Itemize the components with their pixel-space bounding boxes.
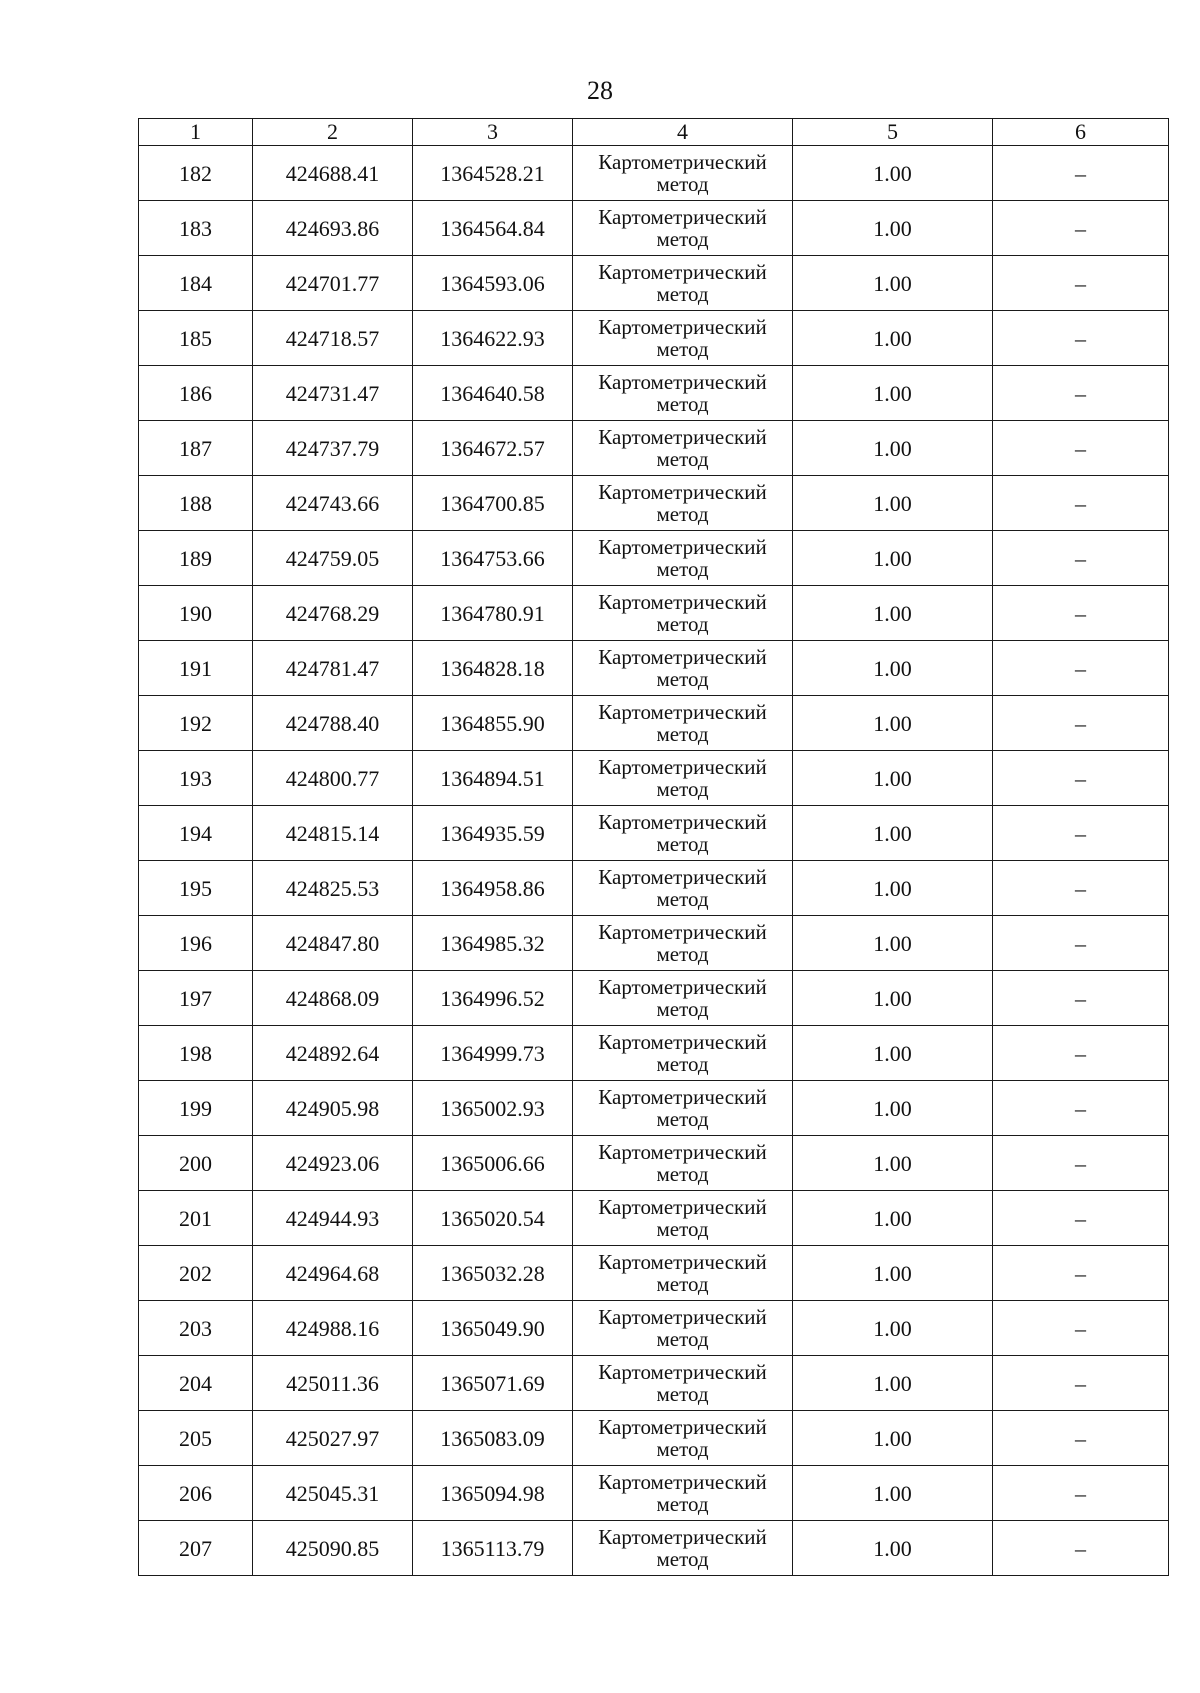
- y-coordinate-cell: 1365083.09: [413, 1411, 573, 1466]
- table-row: [139, 751, 1169, 806]
- table-row: [139, 696, 1169, 751]
- x-coordinate-cell: 424892.64: [253, 1026, 413, 1081]
- accuracy-cell: 1.00: [793, 1136, 993, 1191]
- accuracy-cell: 1.00: [793, 311, 993, 366]
- point-number-cell: 182: [139, 146, 253, 201]
- method-cell: [573, 806, 793, 861]
- point-number-cell: 193: [139, 751, 253, 806]
- y-coordinate-cell: 1365049.90: [413, 1301, 573, 1356]
- method-line-1: Картометрический: [598, 920, 767, 944]
- method-cell: [573, 311, 793, 366]
- note-cell: –: [993, 1466, 1169, 1521]
- method-line-1: Картометрический: [598, 370, 767, 394]
- accuracy-cell: 1.00: [793, 476, 993, 531]
- accuracy-cell: 1.00: [793, 1081, 993, 1136]
- method-line-1: Картометрический: [598, 1415, 767, 1439]
- y-coordinate-cell: 1364700.85: [413, 476, 573, 531]
- accuracy-cell: 1.00: [793, 806, 993, 861]
- accuracy-cell: 1.00: [793, 696, 993, 751]
- method-line-2: метод: [656, 612, 709, 636]
- point-number-cell: 198: [139, 1026, 253, 1081]
- header-col-2: 2: [253, 119, 413, 146]
- accuracy-cell: 1.00: [793, 366, 993, 421]
- note-cell: –: [993, 1026, 1169, 1081]
- method-cell: [573, 696, 793, 751]
- method-line-2: метод: [656, 832, 709, 856]
- method-line-1: Картометрический: [598, 205, 767, 229]
- method-line-1: Картометрический: [598, 425, 767, 449]
- note-cell: –: [993, 1411, 1169, 1466]
- table-row: [139, 971, 1169, 1026]
- note-cell: –: [993, 641, 1169, 696]
- header-col-3: 3: [413, 119, 573, 146]
- table-row: [139, 146, 1169, 201]
- table-row: [139, 201, 1169, 256]
- note-cell: –: [993, 806, 1169, 861]
- x-coordinate-cell: 424815.14: [253, 806, 413, 861]
- method-line-2: метод: [656, 447, 709, 471]
- y-coordinate-cell: 1365006.66: [413, 1136, 573, 1191]
- method-line-1: Картометрический: [598, 480, 767, 504]
- y-coordinate-cell: 1364753.66: [413, 531, 573, 586]
- y-coordinate-cell: 1365002.93: [413, 1081, 573, 1136]
- method-line-2: метод: [656, 722, 709, 746]
- method-line-2: метод: [656, 502, 709, 526]
- x-coordinate-cell: 424688.41: [253, 146, 413, 201]
- accuracy-cell: 1.00: [793, 861, 993, 916]
- method-cell: [573, 1411, 793, 1466]
- accuracy-cell: 1.00: [793, 201, 993, 256]
- note-cell: –: [993, 586, 1169, 641]
- note-cell: –: [993, 1081, 1169, 1136]
- method-line-2: метод: [656, 887, 709, 911]
- method-line-1: Картометрический: [598, 315, 767, 339]
- y-coordinate-cell: 1364985.32: [413, 916, 573, 971]
- y-coordinate-cell: 1364564.84: [413, 201, 573, 256]
- method-line-1: Картометрический: [598, 535, 767, 559]
- method-line-2: метод: [656, 667, 709, 691]
- note-cell: –: [993, 861, 1169, 916]
- accuracy-cell: 1.00: [793, 1411, 993, 1466]
- method-line-2: метод: [656, 337, 709, 361]
- y-coordinate-cell: 1365071.69: [413, 1356, 573, 1411]
- method-cell: [573, 1026, 793, 1081]
- method-line-2: метод: [656, 392, 709, 416]
- header-col-4: 4: [573, 119, 793, 146]
- y-coordinate-cell: 1364672.57: [413, 421, 573, 476]
- table-row: [139, 1356, 1169, 1411]
- y-coordinate-cell: 1364894.51: [413, 751, 573, 806]
- accuracy-cell: 1.00: [793, 1521, 993, 1576]
- method-cell: [573, 1521, 793, 1576]
- y-coordinate-cell: 1364622.93: [413, 311, 573, 366]
- y-coordinate-cell: 1365113.79: [413, 1521, 573, 1576]
- table-row: [139, 256, 1169, 311]
- method-cell: [573, 641, 793, 696]
- y-coordinate-cell: 1365020.54: [413, 1191, 573, 1246]
- method-cell: [573, 531, 793, 586]
- accuracy-cell: 1.00: [793, 586, 993, 641]
- method-line-2: метод: [656, 1437, 709, 1461]
- note-cell: –: [993, 201, 1169, 256]
- method-cell: [573, 1136, 793, 1191]
- accuracy-cell: 1.00: [793, 1191, 993, 1246]
- method-line-2: метод: [656, 1492, 709, 1516]
- method-line-2: метод: [656, 1217, 709, 1241]
- y-coordinate-cell: 1364828.18: [413, 641, 573, 696]
- note-cell: –: [993, 146, 1169, 201]
- method-line-1: Картометрический: [598, 590, 767, 614]
- y-coordinate-cell: 1365032.28: [413, 1246, 573, 1301]
- method-line-1: Картометрический: [598, 1085, 767, 1109]
- point-number-cell: 189: [139, 531, 253, 586]
- method-line-2: метод: [656, 1547, 709, 1571]
- method-line-2: метод: [656, 997, 709, 1021]
- point-number-cell: 194: [139, 806, 253, 861]
- y-coordinate-cell: 1364528.21: [413, 146, 573, 201]
- table-row: [139, 1081, 1169, 1136]
- accuracy-cell: 1.00: [793, 1301, 993, 1356]
- method-line-2: метод: [656, 1162, 709, 1186]
- method-line-1: Картометрический: [598, 700, 767, 724]
- header-row: [139, 119, 1169, 146]
- method-cell: [573, 201, 793, 256]
- method-line-1: Картометрический: [598, 1250, 767, 1274]
- table-row: [139, 806, 1169, 861]
- method-line-2: метод: [656, 1382, 709, 1406]
- method-line-2: метод: [656, 942, 709, 966]
- point-number-cell: 206: [139, 1466, 253, 1521]
- note-cell: –: [993, 1356, 1169, 1411]
- method-line-1: Картометрический: [598, 975, 767, 999]
- method-cell: [573, 586, 793, 641]
- point-number-cell: 207: [139, 1521, 253, 1576]
- note-cell: –: [993, 696, 1169, 751]
- accuracy-cell: 1.00: [793, 1026, 993, 1081]
- method-cell: [573, 1356, 793, 1411]
- x-coordinate-cell: 425027.97: [253, 1411, 413, 1466]
- y-coordinate-cell: 1364999.73: [413, 1026, 573, 1081]
- note-cell: –: [993, 1301, 1169, 1356]
- table-header: [139, 119, 1169, 146]
- table-row: [139, 861, 1169, 916]
- table-row: [139, 1301, 1169, 1356]
- x-coordinate-cell: 425045.31: [253, 1466, 413, 1521]
- page-number: 28: [587, 76, 613, 105]
- table-row: [139, 641, 1169, 696]
- method-line-1: Картометрический: [598, 645, 767, 669]
- x-coordinate-cell: 424964.68: [253, 1246, 413, 1301]
- method-line-1: Картометрический: [598, 1360, 767, 1384]
- method-line-2: метод: [656, 1052, 709, 1076]
- point-number-cell: 185: [139, 311, 253, 366]
- table-row: [139, 1466, 1169, 1521]
- accuracy-cell: 1.00: [793, 751, 993, 806]
- point-number-cell: 196: [139, 916, 253, 971]
- method-cell: [573, 421, 793, 476]
- point-number-cell: 202: [139, 1246, 253, 1301]
- x-coordinate-cell: 425011.36: [253, 1356, 413, 1411]
- table-row: [139, 531, 1169, 586]
- note-cell: –: [993, 311, 1169, 366]
- method-cell: [573, 861, 793, 916]
- method-line-2: метод: [656, 1107, 709, 1131]
- x-coordinate-cell: 424701.77: [253, 256, 413, 311]
- point-number-cell: 186: [139, 366, 253, 421]
- table-row: [139, 1411, 1169, 1466]
- method-cell: [573, 476, 793, 531]
- table-row: [139, 366, 1169, 421]
- method-line-1: Картометрический: [598, 865, 767, 889]
- accuracy-cell: 1.00: [793, 916, 993, 971]
- point-number-cell: 184: [139, 256, 253, 311]
- y-coordinate-cell: 1364593.06: [413, 256, 573, 311]
- point-number-cell: 200: [139, 1136, 253, 1191]
- note-cell: –: [993, 971, 1169, 1026]
- accuracy-cell: 1.00: [793, 641, 993, 696]
- accuracy-cell: 1.00: [793, 1356, 993, 1411]
- point-number-cell: 188: [139, 476, 253, 531]
- table-row: [139, 311, 1169, 366]
- accuracy-cell: 1.00: [793, 971, 993, 1026]
- method-line-2: метод: [656, 227, 709, 251]
- point-number-cell: 183: [139, 201, 253, 256]
- y-coordinate-cell: 1364996.52: [413, 971, 573, 1026]
- x-coordinate-cell: 424743.66: [253, 476, 413, 531]
- x-coordinate-cell: 424768.29: [253, 586, 413, 641]
- y-coordinate-cell: 1364780.91: [413, 586, 573, 641]
- table-row: [139, 1521, 1169, 1576]
- note-cell: –: [993, 1136, 1169, 1191]
- method-line-2: метод: [656, 172, 709, 196]
- accuracy-cell: 1.00: [793, 1466, 993, 1521]
- x-coordinate-cell: 424868.09: [253, 971, 413, 1026]
- method-line-2: метод: [656, 1272, 709, 1296]
- method-line-1: Картометрический: [598, 1195, 767, 1219]
- method-cell: [573, 1081, 793, 1136]
- x-coordinate-cell: 424923.06: [253, 1136, 413, 1191]
- point-number-cell: 204: [139, 1356, 253, 1411]
- method-cell: [573, 146, 793, 201]
- coordinates-table: [138, 118, 1169, 1576]
- x-coordinate-cell: 424731.47: [253, 366, 413, 421]
- x-coordinate-cell: 425090.85: [253, 1521, 413, 1576]
- table-row: [139, 476, 1169, 531]
- accuracy-cell: 1.00: [793, 531, 993, 586]
- note-cell: –: [993, 531, 1169, 586]
- method-cell: [573, 366, 793, 421]
- point-number-cell: 187: [139, 421, 253, 476]
- x-coordinate-cell: 424759.05: [253, 531, 413, 586]
- note-cell: –: [993, 476, 1169, 531]
- method-line-1: Картометрический: [598, 1305, 767, 1329]
- method-cell: [573, 916, 793, 971]
- point-number-cell: 195: [139, 861, 253, 916]
- method-line-1: Картометрический: [598, 1140, 767, 1164]
- method-cell: [573, 256, 793, 311]
- point-number-cell: 203: [139, 1301, 253, 1356]
- method-cell: [573, 971, 793, 1026]
- table-row: [139, 1191, 1169, 1246]
- y-coordinate-cell: 1364935.59: [413, 806, 573, 861]
- table-body: [139, 146, 1169, 1576]
- y-coordinate-cell: 1364958.86: [413, 861, 573, 916]
- method-line-1: Картометрический: [598, 150, 767, 174]
- point-number-cell: 199: [139, 1081, 253, 1136]
- method-cell: [573, 751, 793, 806]
- header-col-6: 6: [993, 119, 1169, 146]
- table-row: [139, 586, 1169, 641]
- method-line-2: метод: [656, 557, 709, 581]
- x-coordinate-cell: 424825.53: [253, 861, 413, 916]
- point-number-cell: 191: [139, 641, 253, 696]
- x-coordinate-cell: 424781.47: [253, 641, 413, 696]
- method-line-1: Картометрический: [598, 1525, 767, 1549]
- header-col-5: 5: [793, 119, 993, 146]
- note-cell: –: [993, 421, 1169, 476]
- note-cell: –: [993, 366, 1169, 421]
- method-line-1: Картометрический: [598, 755, 767, 779]
- x-coordinate-cell: 424944.93: [253, 1191, 413, 1246]
- point-number-cell: 205: [139, 1411, 253, 1466]
- accuracy-cell: 1.00: [793, 1246, 993, 1301]
- note-cell: –: [993, 256, 1169, 311]
- point-number-cell: 197: [139, 971, 253, 1026]
- method-line-1: Картометрический: [598, 1470, 767, 1494]
- y-coordinate-cell: 1365094.98: [413, 1466, 573, 1521]
- x-coordinate-cell: 424847.80: [253, 916, 413, 971]
- method-line-1: Картометрический: [598, 810, 767, 834]
- x-coordinate-cell: 424718.57: [253, 311, 413, 366]
- accuracy-cell: 1.00: [793, 421, 993, 476]
- method-cell: [573, 1191, 793, 1246]
- table-row: [139, 916, 1169, 971]
- method-line-1: Картометрический: [598, 1030, 767, 1054]
- note-cell: –: [993, 751, 1169, 806]
- x-coordinate-cell: 424788.40: [253, 696, 413, 751]
- header-col-1: 1: [139, 119, 253, 146]
- x-coordinate-cell: 424737.79: [253, 421, 413, 476]
- point-number-cell: 201: [139, 1191, 253, 1246]
- x-coordinate-cell: 424905.98: [253, 1081, 413, 1136]
- method-line-2: метод: [656, 777, 709, 801]
- y-coordinate-cell: 1364855.90: [413, 696, 573, 751]
- method-line-2: метод: [656, 1327, 709, 1351]
- table-row: [139, 1136, 1169, 1191]
- accuracy-cell: 1.00: [793, 146, 993, 201]
- x-coordinate-cell: 424800.77: [253, 751, 413, 806]
- note-cell: –: [993, 1521, 1169, 1576]
- point-number-cell: 190: [139, 586, 253, 641]
- note-cell: –: [993, 916, 1169, 971]
- method-cell: [573, 1301, 793, 1356]
- method-line-1: Картометрический: [598, 260, 767, 284]
- method-cell: [573, 1466, 793, 1521]
- table-row: [139, 1246, 1169, 1301]
- table-row: [139, 1026, 1169, 1081]
- method-cell: [573, 1246, 793, 1301]
- point-number-cell: 192: [139, 696, 253, 751]
- x-coordinate-cell: 424693.86: [253, 201, 413, 256]
- table-row: [139, 421, 1169, 476]
- note-cell: –: [993, 1246, 1169, 1301]
- note-cell: –: [993, 1191, 1169, 1246]
- accuracy-cell: 1.00: [793, 256, 993, 311]
- y-coordinate-cell: 1364640.58: [413, 366, 573, 421]
- method-line-2: метод: [656, 282, 709, 306]
- x-coordinate-cell: 424988.16: [253, 1301, 413, 1356]
